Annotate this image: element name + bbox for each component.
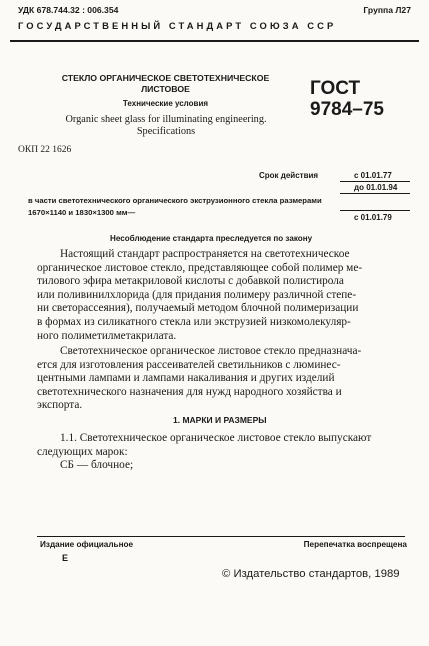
- intro-line: ни светорассеяния), получаемый методом блочной полимеризации: [37, 302, 359, 315]
- validity-label: Срок действия: [259, 171, 319, 180]
- validity-rule-1: [340, 181, 410, 182]
- validity-to: до 01.01.94: [354, 183, 398, 192]
- gost-label: ГОСТ: [310, 78, 361, 99]
- intro-line: или поливинилхлорида (для придания полимеру различной степе-: [37, 288, 357, 301]
- clause-line: следующих марок:: [37, 445, 128, 458]
- validity-rule-3: [340, 210, 410, 211]
- group-code: Группа Л27: [363, 5, 411, 15]
- english-title-line-2: Specifications: [136, 125, 196, 137]
- intro-line: в формах из силикатного стекла или экструзией низкомолекуляр-: [37, 315, 351, 328]
- intro-line: Настоящий стандарт распространяется на светотехническое: [60, 248, 350, 260]
- validity-rule-2: [340, 193, 410, 194]
- clause-1-1: [37, 432, 405, 473]
- purpose-paragraph: [37, 345, 405, 413]
- extrusion-note-line-2: 1670×1140 и 1830×1300 мм—: [28, 208, 136, 217]
- purpose-line: Светотехническое органическое листовое стекло предназнача-: [60, 345, 362, 357]
- official-edition: Издание официальное: [40, 540, 134, 549]
- udk-code: УДК 678.744.32 : 006.354: [18, 5, 119, 15]
- intro-line: ного полиметилметакрилата.: [37, 329, 177, 342]
- purpose-line: экспорта.: [37, 399, 83, 412]
- law-notice: Несоблюдение стандарта преследуется по закону: [110, 234, 313, 243]
- extrusion-note-line-1: в части светотехнического органического экструзионного стекла размерами: [28, 196, 322, 205]
- gost-number: 9784–75: [310, 99, 384, 120]
- okp-code: ОКП 22 1626: [18, 145, 72, 155]
- purpose-line: центными лампами и лампами накаливания и других изделий: [37, 372, 335, 385]
- clause-line: 1.1. Светотехническое органическое листовое стекло выпускают: [60, 432, 372, 444]
- section-1-heading: 1. МАРКИ И РАЗМЕРЫ: [173, 415, 267, 425]
- english-title-line-1: Organic sheet glass for illuminating engineering.: [65, 114, 267, 125]
- intro-paragraph: [37, 248, 405, 343]
- state-standard-banner: ГОСУДАРСТВЕННЫЙ СТАНДАРТ СОЮЗА ССР: [18, 20, 337, 31]
- title-line-2: ЛИСТОВОЕ: [141, 84, 190, 94]
- purpose-line: ется для изготовления рассеивателей светильников с люминес-: [37, 358, 341, 371]
- title-line-1: СТЕКЛО ОРГАНИЧЕСКОЕ СВЕТОТЕХНИЧЕСКОЕ: [61, 73, 270, 83]
- document-title: [58, 73, 273, 95]
- intro-line: органическое листовое стекло, представляющее собой полимер ме-: [37, 261, 363, 274]
- clause-line: СБ — блочное;: [60, 459, 134, 472]
- document-subtitle: Технические условия: [122, 99, 209, 108]
- extrusion-date: с 01.01.79: [354, 213, 392, 222]
- copyright: © Издательство стандартов, 1989: [222, 568, 400, 580]
- purpose-line: светотехнического назначения для нужд народного хозяйства и: [37, 385, 342, 398]
- reprint-prohibited: Перепечатка воспрещена: [303, 540, 407, 549]
- validity-from: с 01.01.77: [354, 171, 392, 180]
- footer-rule: [37, 536, 405, 537]
- intro-line: тилового эфира метакриловой кислоты с добавкой полистирола: [37, 275, 344, 288]
- english-title: [52, 114, 280, 137]
- header-rule: [10, 40, 419, 42]
- letter-e: Е: [62, 553, 69, 563]
